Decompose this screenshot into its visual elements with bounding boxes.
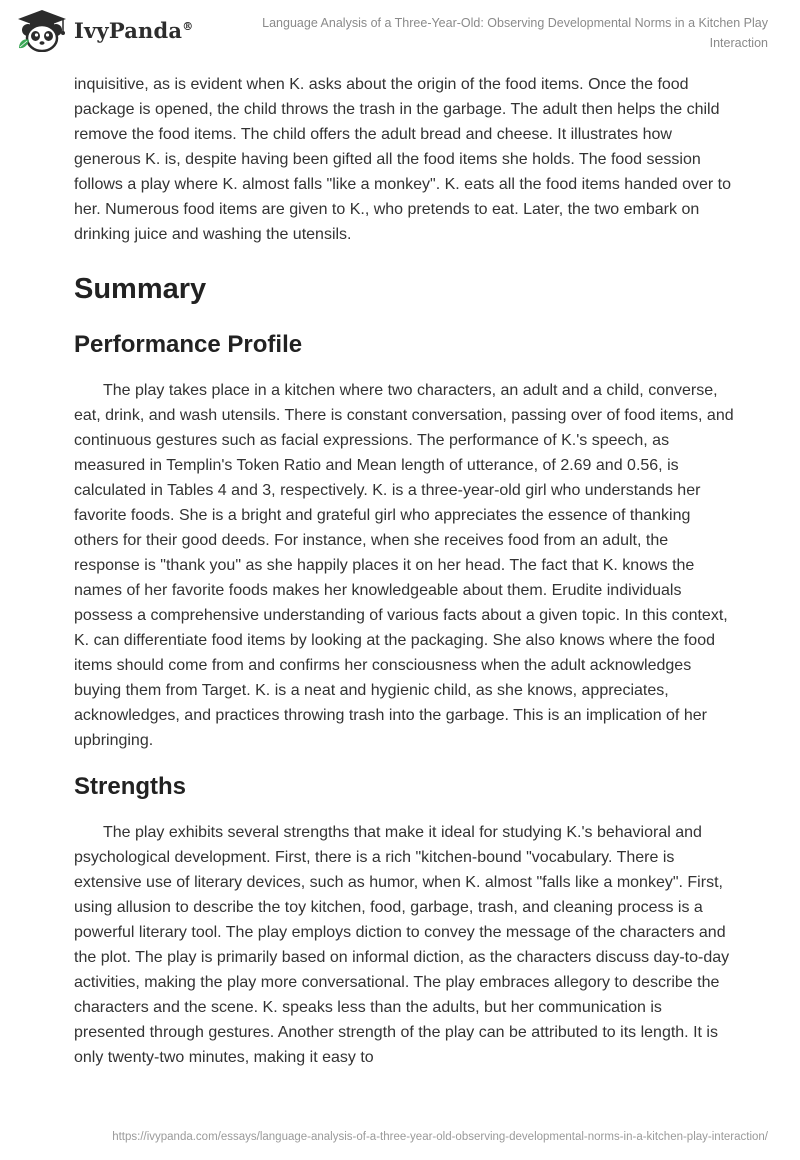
source-url[interactable]: https://ivypanda.com/essays/language-analysis-of-a-three-year-old-observing-developmental-norms-in-a-kitchen-play-interaction/ [112, 1131, 768, 1143]
performance-profile-paragraph: The play takes place in a kitchen where two characters, an adult and a child, converse, eat, drink, and wash utensils. There is constant conversation, passing over of food items, and continuous gestures such as facial expressions. The performance of K.'s speech, as measured in Templin's Token Ratio and Mean length of utterance, of 2.69 and 0.56, is calculated in Tables 4 and 3, respectively. K. is a three-year-old girl who understands her favorite foods. She is a bright and grateful girl who appreciates the essence of thanking others for their good deeds. For instance, when she receives food from an adult, the response is "thank you" as she happily places it on her head. The fact that K. knows the names of her favorite foods makes her knowledgeable about them. Erudite individuals possess a comprehensive understanding of various facts about a given topic. In this context, K. can differentiate food items by looking at the packaging. She also knows where the food items should come from and confirms her consciousness when the adult acknowledges buying them from Target. K. is a neat and hygienic child, as she knows, appreciates, acknowledges, and practices throwing trash into the garbage. This is an implication of her upbringing. [74, 382, 734, 749]
ivypanda-logo[interactable] [16, 8, 193, 52]
panda-graduate-icon [16, 8, 68, 52]
strengths-heading: Strengths [74, 773, 187, 800]
strengths-paragraph: The play exhibits several strengths that make it ideal for studying K.'s behavioral and psychological development. First, there is a rich "kitchen-bound "vocabulary. There is extensive use of literary devices, such as humor, when K. almost "falls like a monkey". First, using allusion to describe the toy kitchen, food, garbage, trash, and cleaning process is a powerful literary tool. The play employs diction to convey the message of the characters and the plot. The play is primarily based on informal diction, as the characters discuss day-to-day activities, making the play more conversational. The play embraces allegory to describe the characters and the scene. K. speaks less than the adults, but her communication is presented through gestures. Another strength of the play can be attributed to its length. It is only twenty-two minutes, making it easy to [74, 824, 730, 1066]
summary-heading: Summary [74, 273, 207, 305]
page-header [0, 0, 800, 72]
document-title: Language Analysis of a Three-Year-Old: Observing Developmental Norms in a Kitchen Play Interaction [262, 16, 768, 50]
intro-paragraph: inquisitive, as is evident when K. asks about the origin of the food items. Once the food package is opened, the child throws the trash in the garbage. The adult then helps the child remove the food items. The child offers the adult bread and cheese. It illustrates how generous K. is, despite having been gifted all the food items she holds. The food session follows a play where K. almost falls "like a monkey". K. eats all the food items handed over to her. Numerous food items are given to K., who pretends to eat. Later, the two embark on drinking juice and washing the utensils. [74, 76, 732, 243]
registered-mark: ® [182, 19, 194, 33]
performance-profile-heading: Performance Profile [74, 331, 303, 358]
brand-name-text: IvyPanda [74, 17, 183, 43]
brand-name [74, 18, 193, 43]
essay-content [74, 72, 734, 1070]
